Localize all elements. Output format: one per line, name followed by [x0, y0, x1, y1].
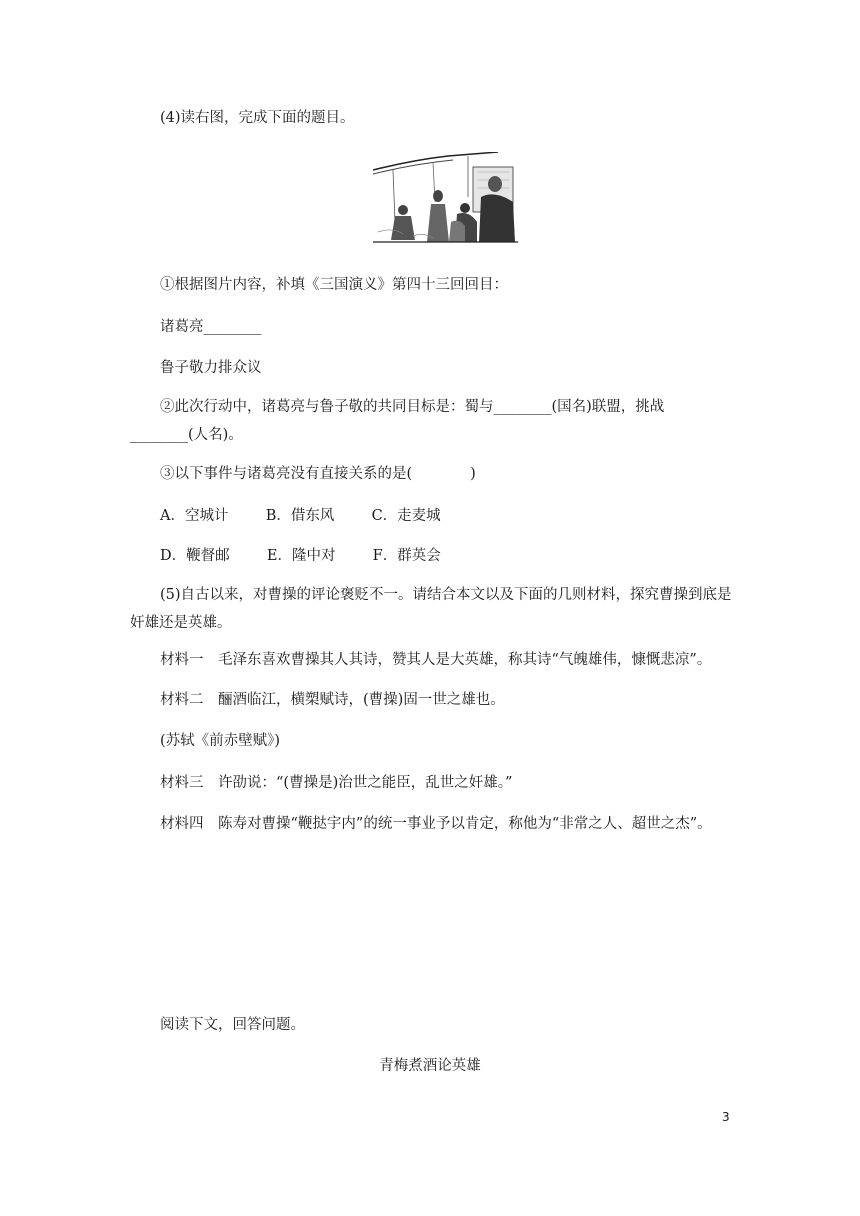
q4-sub1: ①根据图片内容，补填《三国演义》第四十三回回目：: [160, 277, 508, 293]
q4-sub2-line1: ②此次行动中，诸葛亮与鲁子敬的共同目标是：蜀与________(国名)联盟，挑战: [160, 399, 665, 415]
q5-material-1: 材料一 毛泽东喜欢曹操其人其诗，赞其人是大英雄，称其诗“气魄雄伟，慷慨悲凉”。: [160, 652, 712, 668]
q4-options-row2: [160, 546, 770, 566]
option-a: A．空城计: [160, 508, 229, 524]
illustration-drawing: [373, 152, 518, 247]
q5-material-2: 材料二 酾酒临江，横槊赋诗，(曹操)固一世之雄也。: [160, 692, 505, 708]
illustration-three-kingdoms: [373, 152, 518, 247]
option-e: E．隆中对: [266, 548, 336, 564]
q4-sub1-line1: 诸葛亮________: [160, 319, 262, 335]
q5-material-4: 材料四 陈寿对曹操“鞭挞宇内”的统一事业予以肯定，称他为“非常之人、超世之杰”。: [160, 816, 712, 832]
q4-options-row1: [160, 506, 770, 526]
page-number: 3: [722, 1110, 730, 1124]
q5-intro: (5)自古以来，对曹操的评论褒贬不一。请结合本文以及下面的几则材料，探究曹操到底是奸雄还是英雄。: [130, 587, 732, 631]
option-f: F．群英会: [372, 548, 441, 564]
q4-sub3: ③以下事件与诸葛亮没有直接关系的是( ): [160, 466, 476, 482]
q4-sub1-line2: 鲁子敬力排众议: [160, 360, 262, 376]
reading-title: 青梅煮酒论英雄: [379, 1058, 481, 1074]
option-c: C．走麦城: [371, 508, 441, 524]
q4-intro: (4)读右图，完成下面的题目。: [160, 110, 355, 126]
q5-material-2-source: (苏轼《前赤壁赋》): [160, 733, 281, 749]
q4-sub2-line2: ________(人名)。: [130, 427, 243, 443]
option-d: D．鞭督邮: [160, 548, 230, 564]
option-b: B．借东风: [265, 508, 335, 524]
reading-prompt: 阅读下文，回答问题。: [160, 1017, 305, 1033]
q5-material-3: 材料三 许劭说：“(曹操是)治世之能臣，乱世之奸雄。”: [160, 775, 513, 791]
